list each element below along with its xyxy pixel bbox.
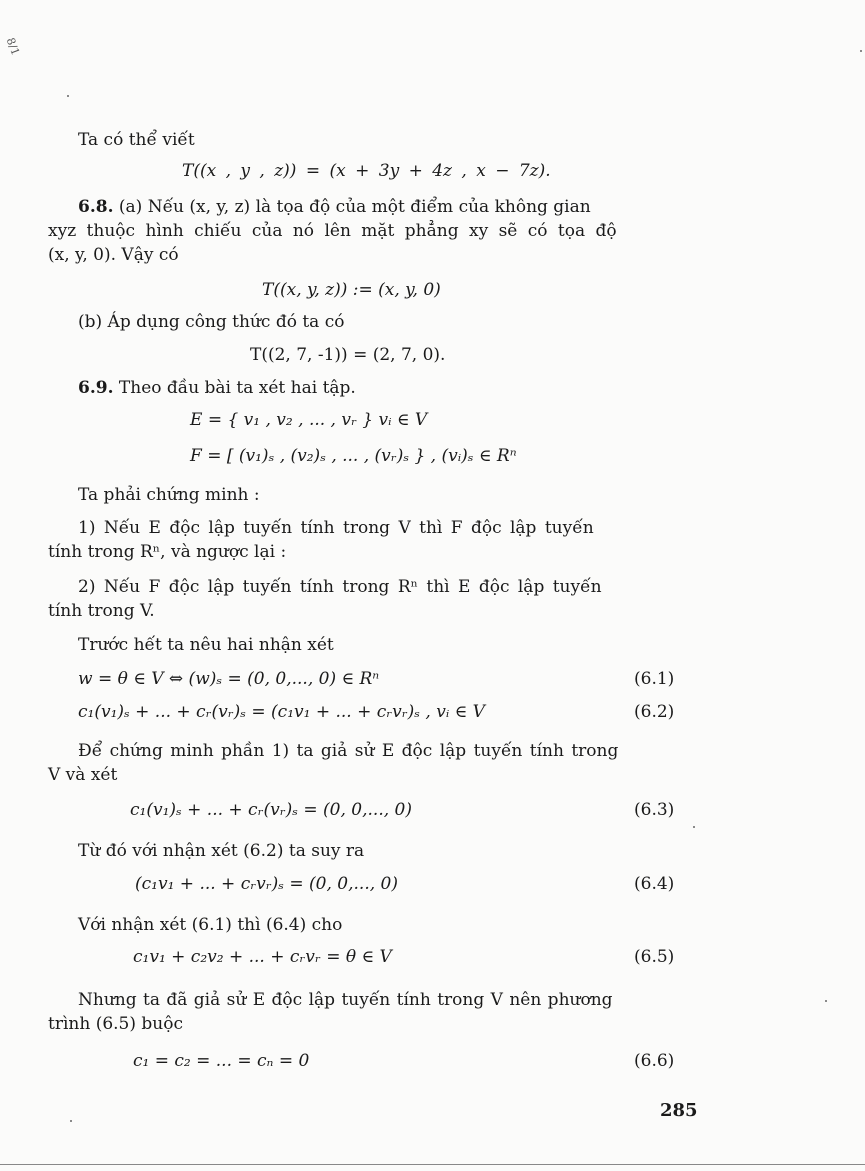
text-line: trình (6.5) buộc — [48, 1014, 183, 1034]
equation-number: (6.2) — [634, 702, 675, 722]
text-line: Nhưng ta đã giả sử E độc lập tuyến tính trong V nên phương — [78, 990, 613, 1010]
equation: (c₁v₁ + ... + cᵣvᵣ)ₛ = (0, 0,..., 0) — [135, 874, 398, 894]
equation: E = { v₁ , v₂ , ... , vᵣ } vᵢ ∈ V — [190, 410, 428, 430]
scan-speck — [67, 95, 69, 97]
equation: c₁ = c₂ = ... = cₙ = 0 — [133, 1051, 310, 1071]
scan-speck — [860, 50, 862, 52]
exercise-number: 6.9. — [78, 378, 114, 398]
equation: w = θ ∈ V ⇔ (w)ₛ = (0, 0,..., 0) ∈ Rⁿ — [78, 669, 380, 689]
equation-number: (6.3) — [634, 800, 675, 820]
page-number: 285 — [660, 1100, 698, 1121]
margin-mark: 8/1 — [3, 35, 22, 58]
equation-number: (6.4) — [634, 874, 675, 894]
text-line: Trước hết ta nêu hai nhận xét — [78, 635, 334, 655]
text-line: (b) Áp dụng công thức đó ta có — [78, 312, 345, 332]
text-line: xyz thuộc hình chiếu của nó lên mặt phẳng xy sẽ có tọa độ — [48, 221, 617, 241]
scan-speck — [825, 1000, 827, 1002]
scan-speck — [70, 1120, 72, 1122]
text-run: (a) Nếu (x, y, z) là tọa độ của một điểm của không gian — [113, 197, 591, 217]
equation: T((x , y , z)) = (x + 3y + 4z , x − 7z). — [182, 161, 551, 181]
text-line: Từ đó với nhận xét (6.2) ta suy ra — [78, 841, 365, 861]
text-line: tính trong Rⁿ, và ngược lại : — [48, 542, 287, 562]
text-line: 1) Nếu E độc lập tuyến tính trong V thì F độc lập tuyến — [78, 518, 594, 538]
text-line: Ta có thể viết — [78, 130, 195, 150]
equation: F = [ (v₁)ₛ , (v₂)ₛ , ... , (vᵣ)ₛ } , (vᵢ)ₛ ∈ Rⁿ — [190, 446, 517, 466]
exercise-line — [78, 377, 356, 399]
equation: T((x, y, z)) := (x, y, 0) — [262, 280, 441, 300]
scan-speck — [693, 826, 695, 828]
text-line: Với nhận xét (6.1) thì (6.4) cho — [78, 915, 343, 935]
exercise-number: 6.8. — [78, 197, 114, 217]
equation: T((2, 7, -1)) = (2, 7, 0). — [250, 345, 446, 365]
equation: c₁(v₁)ₛ + ... + cᵣ(vᵣ)ₛ = (0, 0,..., 0) — [130, 800, 412, 820]
text-line: V và xét — [48, 765, 118, 785]
equation: c₁v₁ + c₂v₂ + ... + cᵣvᵣ = θ ∈ V — [133, 947, 392, 967]
exercise-line — [78, 196, 591, 218]
text-line: (x, y, 0). Vậy có — [48, 245, 179, 265]
text-line: Ta phải chứng minh : — [78, 485, 260, 505]
equation: c₁(v₁)ₛ + ... + cᵣ(vᵣ)ₛ = (c₁v₁ + ... + cᵣvᵣ)ₛ , vᵢ ∈ V — [78, 702, 485, 722]
text-run: Theo đầu bài ta xét hai tập. — [113, 378, 356, 398]
equation-number: (6.6) — [634, 1051, 675, 1071]
bottom-rule — [0, 1164, 865, 1165]
text-line: tính trong V. — [48, 601, 155, 621]
text-line: Để chứng minh phần 1) ta giả sử E độc lập tuyến tính trong — [78, 741, 619, 761]
text-line: 2) Nếu F độc lập tuyến tính trong Rⁿ thì E độc lập tuyến — [78, 577, 602, 597]
equation-number: (6.1) — [634, 669, 675, 689]
equation-number: (6.5) — [634, 947, 675, 967]
